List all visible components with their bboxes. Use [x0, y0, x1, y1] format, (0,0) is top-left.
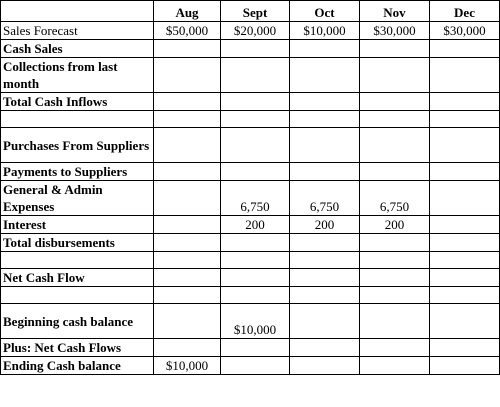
row-label: General & Admin Expenses — [1, 181, 154, 216]
table-cell — [360, 163, 430, 181]
table-cell — [430, 357, 500, 375]
row-label: Total disbursements — [1, 234, 154, 252]
row-label: Cash Sales — [1, 40, 154, 58]
table-cell — [221, 269, 290, 287]
table-cell: $20,000 — [221, 22, 290, 40]
table-cell — [154, 269, 221, 287]
table-row — [1, 234, 500, 252]
table-cell — [221, 93, 290, 111]
table-cell — [290, 163, 360, 181]
table-cell — [430, 181, 500, 216]
table-cell — [154, 287, 221, 304]
table-row — [1, 269, 500, 287]
row-label: Total Cash Inflows — [1, 93, 154, 111]
table-cell — [430, 304, 500, 339]
table-cell — [290, 252, 360, 269]
table-cell — [290, 339, 360, 357]
table-cell: $30,000 — [430, 22, 500, 40]
row-label: Purchases From Suppliers — [1, 128, 154, 163]
table-cell — [154, 128, 221, 163]
table-row — [1, 339, 500, 357]
table-cell — [360, 269, 430, 287]
table-row — [1, 181, 500, 216]
table-cell — [290, 269, 360, 287]
table-cell — [290, 357, 360, 375]
table-cell — [154, 181, 221, 216]
table-cell — [430, 287, 500, 304]
table-cell — [360, 357, 430, 375]
table-row — [1, 40, 500, 58]
table-cell — [360, 287, 430, 304]
table-cell: $10,000 — [290, 22, 360, 40]
table-row — [1, 93, 500, 111]
table-cell — [154, 111, 221, 128]
table-cell — [154, 40, 221, 58]
table-row — [1, 216, 500, 234]
table-cell — [360, 58, 430, 93]
table-cell — [221, 40, 290, 58]
table-cell — [154, 163, 221, 181]
table-cell — [221, 111, 290, 128]
table-cell: 200 — [221, 216, 290, 234]
row-label: Collections from last month — [1, 58, 154, 93]
table-cell — [221, 357, 290, 375]
table-cell — [290, 287, 360, 304]
row-label: Interest — [1, 216, 154, 234]
table-cell: $50,000 — [154, 22, 221, 40]
table-cell: 6,750 — [360, 181, 430, 216]
table-row — [1, 128, 500, 163]
table-cell — [360, 234, 430, 252]
row-label: Payments to Suppliers — [1, 163, 154, 181]
row-label: Ending Cash balance — [1, 357, 154, 375]
table-cell — [154, 216, 221, 234]
table-cell — [221, 287, 290, 304]
table-cell — [221, 128, 290, 163]
table-cell — [290, 111, 360, 128]
table-cell — [430, 58, 500, 93]
table-cell — [430, 269, 500, 287]
table-cell — [154, 234, 221, 252]
table-cell — [360, 111, 430, 128]
table-row — [1, 111, 500, 128]
table-cell — [430, 111, 500, 128]
row-label: Net Cash Flow — [1, 269, 154, 287]
table-cell — [430, 163, 500, 181]
table-cell — [290, 234, 360, 252]
row-label: Sales Forecast — [1, 22, 154, 40]
table-cell — [221, 234, 290, 252]
table-row — [1, 252, 500, 269]
table-cell — [221, 58, 290, 93]
table-cell: 200 — [360, 216, 430, 234]
table-row — [1, 287, 500, 304]
table-cell — [430, 339, 500, 357]
table-cell: $30,000 — [360, 22, 430, 40]
table-row — [1, 304, 500, 339]
table-cell — [221, 163, 290, 181]
table-row — [1, 22, 500, 40]
table-cell — [290, 58, 360, 93]
table-cell — [360, 252, 430, 269]
table-cell — [360, 304, 430, 339]
table-cell — [290, 40, 360, 58]
header-cell-aug: Aug — [154, 1, 221, 22]
table-cell — [430, 216, 500, 234]
table-cell — [154, 58, 221, 93]
table-cell — [430, 128, 500, 163]
row-label — [1, 111, 154, 128]
table-cell — [154, 339, 221, 357]
table-cell: 6,750 — [221, 181, 290, 216]
table-row — [1, 163, 500, 181]
table-cell — [154, 93, 221, 111]
header-row — [1, 1, 500, 22]
table-cell — [154, 252, 221, 269]
table-cell — [290, 128, 360, 163]
table-cell — [430, 234, 500, 252]
table-cell — [430, 93, 500, 111]
table-cell: 6,750 — [290, 181, 360, 216]
header-cell-oct: Oct — [290, 1, 360, 22]
table-cell — [430, 252, 500, 269]
header-cell-dec: Dec — [430, 1, 500, 22]
header-cell-label — [1, 1, 154, 22]
header-cell-sept: Sept — [221, 1, 290, 22]
table-cell — [430, 40, 500, 58]
row-label: Plus: Net Cash Flows — [1, 339, 154, 357]
table-cell — [360, 339, 430, 357]
table-cell: $10,000 — [154, 357, 221, 375]
header-cell-nov: Nov — [360, 1, 430, 22]
table-cell: $10,000 — [221, 304, 290, 339]
table-cell: 200 — [290, 216, 360, 234]
row-label: Beginning cash balance — [1, 304, 154, 339]
table-row — [1, 357, 500, 375]
table-cell — [360, 93, 430, 111]
table-cell — [360, 40, 430, 58]
table-cell — [221, 339, 290, 357]
table-cell — [221, 252, 290, 269]
table-row — [1, 58, 500, 93]
table-cell — [154, 304, 221, 339]
row-label — [1, 287, 154, 304]
table-cell — [290, 93, 360, 111]
table-cell — [360, 128, 430, 163]
table-cell — [290, 304, 360, 339]
row-label — [1, 252, 154, 269]
